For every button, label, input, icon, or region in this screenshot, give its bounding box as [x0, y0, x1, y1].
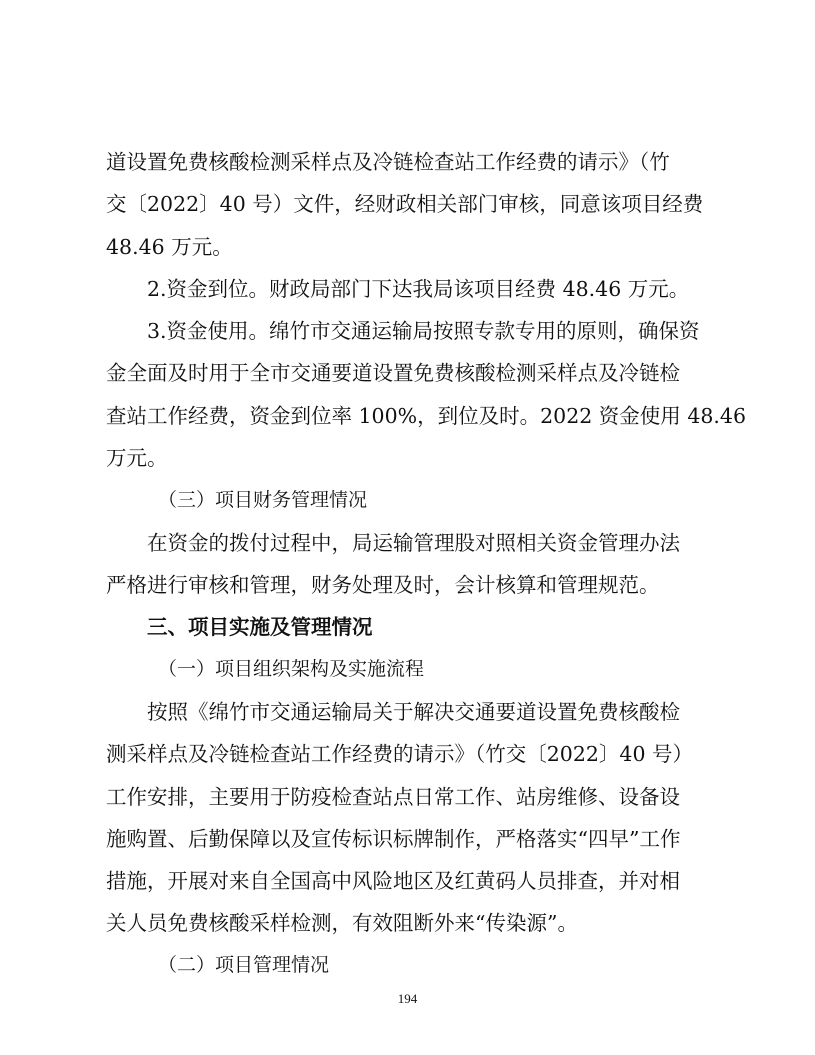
body-text-line: 交〔2022〕40 号）文件，经财政相关部门审核，同意该项目经费	[106, 192, 704, 216]
page-number: 194	[397, 991, 418, 1006]
section-heading: （一）项目组织架构及实施流程	[158, 658, 425, 680]
body-text-line: 3.资金使用。绵竹市交通运输局按照专款专用的原则，确保资	[147, 319, 700, 343]
body-text-line: 2.资金到位。财政局部门下达我局该项目经费 48.46 万元。	[147, 277, 690, 301]
body-text-line: 严格进行审核和管理，财务处理及时，会计核算和管理规范。	[106, 573, 660, 597]
body-text-line: 测采样点及冷链检查站工作经费的请示》（竹交〔2022〕40 号）	[106, 742, 694, 766]
body-text-line: 查站工作经费，资金到位率 100%，到位及时。2022 资金使用 48.46	[106, 404, 747, 428]
body-text-line: 关人员免费核酸采样检测，有效阻断外来“传染源”。	[106, 911, 578, 935]
body-text-line: 道设置免费核酸检测采样点及冷链检查站工作经费的请示》（竹	[106, 150, 670, 174]
body-text-line: 万元。	[106, 446, 168, 470]
section-heading: （二）项目管理情况	[158, 954, 330, 976]
body-text-line: 在资金的拨付过程中，局运输管理股对照相关资金管理办法	[147, 531, 680, 555]
body-text-line: 施购置、后勤保障以及宣传标识标牌制作，严格落实“四早”工作	[106, 827, 681, 851]
chapter-heading: 三、项目实施及管理情况	[147, 615, 373, 639]
body-text-line: 按照《绵竹市交通运输局关于解决交通要道设置免费核酸检	[147, 700, 680, 724]
body-text-line: 48.46 万元。	[106, 235, 233, 259]
section-heading: （三）项目财务管理情况	[158, 489, 368, 511]
body-text-line: 金全面及时用于全市交通要道设置免费核酸检测采样点及冷链检	[106, 361, 680, 385]
body-text-line: 措施，开展对来自全国高中风险地区及红黄码人员排查，并对相	[106, 869, 680, 893]
body-text-line: 工作安排，主要用于防疫检查站点日常工作、站房维修、设备设	[106, 785, 680, 809]
